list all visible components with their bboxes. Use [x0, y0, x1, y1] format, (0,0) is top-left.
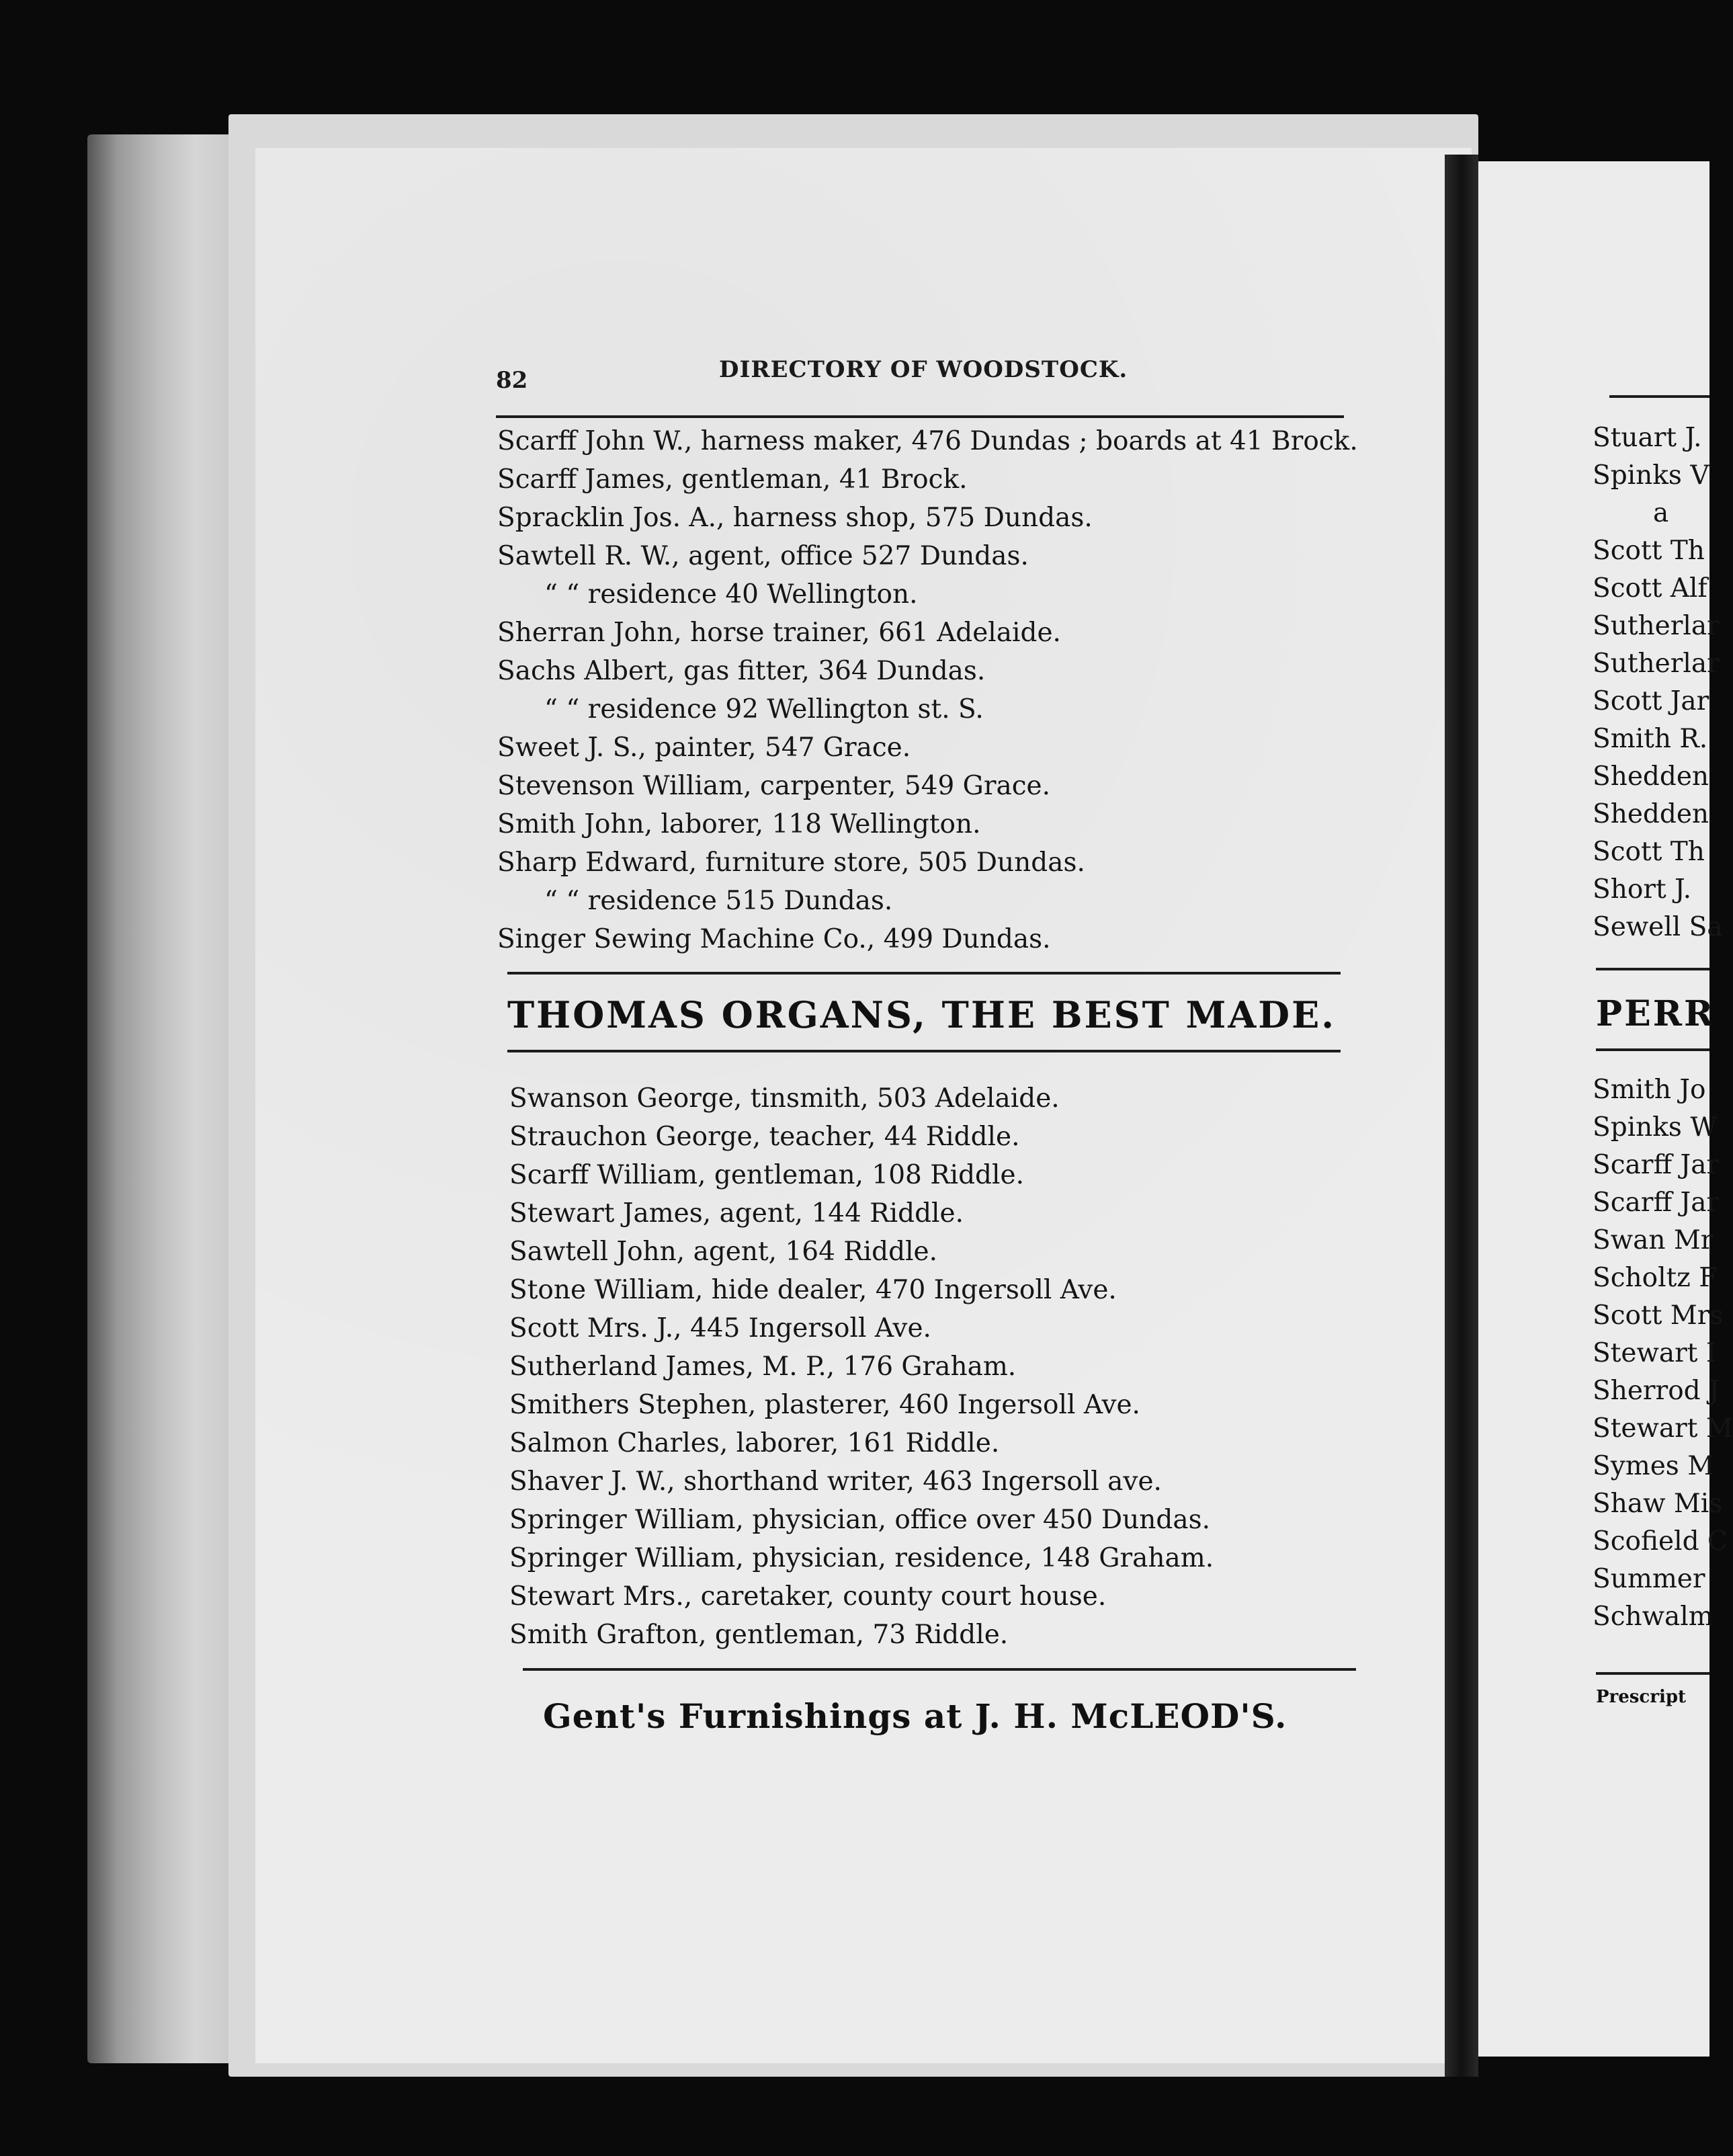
right-entry: Short J. [1593, 874, 1692, 905]
right-entry: Stuart J. [1593, 423, 1702, 453]
directory-entry: Smith Grafton, gentleman, 73 Riddle. [509, 1620, 1009, 1650]
right-entry: Scott Th [1593, 536, 1705, 566]
right-ad-rule-top [1596, 968, 1709, 970]
page-header [496, 356, 1356, 403]
right-footer-fragment: Prescript [1596, 1687, 1687, 1707]
right-entry: Smith R. [1593, 724, 1708, 754]
right-entry: Sutherlar [1593, 611, 1720, 641]
directory-entry: Sherran John, horse trainer, 661 Adelaide. [497, 618, 1061, 648]
directory-entry: Scott Mrs. J., 445 Ingersoll Ave. [509, 1313, 931, 1343]
directory-entry: Stevenson William, carpenter, 549 Grace. [497, 771, 1051, 801]
right-entry: Symes M [1593, 1451, 1715, 1481]
right-entry: Stewart M [1593, 1413, 1733, 1444]
footer-rule [523, 1668, 1356, 1671]
right-page-entries-top [1593, 419, 1723, 946]
right-entry: Scofield C [1593, 1526, 1728, 1557]
directory-entry: Strauchon George, teacher, 44 Riddle. [509, 1122, 1020, 1152]
right-entry: Summer [1593, 1564, 1705, 1594]
directory-entry: Stone William, hide dealer, 470 Ingersoll Ave. [509, 1275, 1117, 1305]
directory-entry: Sharp Edward, furniture store, 505 Dundas. [497, 847, 1085, 878]
directory-entry: “ “ residence 92 Wellington st. S. [544, 694, 984, 724]
directory-entry: Scarff William, gentleman, 108 Riddle. [509, 1160, 1024, 1190]
right-page-entries-bottom [1593, 1071, 1733, 1636]
directory-entry: Scarff John W., harness maker, 476 Dundas ; boards at 41 Brock. [497, 426, 1358, 456]
right-entry: Sutherlar [1593, 649, 1720, 679]
right-entry: Shaw Mis [1593, 1489, 1723, 1519]
right-ad-rule-bottom [1596, 1048, 1709, 1051]
directory-entry: Springer William, physician, office over 450 Dundas. [509, 1505, 1210, 1535]
directory-entry: Salmon Charles, laborer, 161 Riddle. [509, 1428, 1000, 1458]
directory-entry: Sawtell John, agent, 164 Riddle. [509, 1237, 938, 1267]
right-entry: Swan Mr [1593, 1225, 1714, 1255]
running-title: DIRECTORY OF WOODSTOCK. [719, 356, 1128, 383]
right-header-rule [1609, 395, 1709, 398]
right-entry: Sewell Sa [1593, 912, 1723, 942]
directory-entry: “ “ residence 40 Wellington. [544, 579, 918, 610]
advertisement-thomas-organs: THOMAS ORGANS, THE BEST MADE. [507, 993, 1337, 1036]
directory-entry: Smith John, laborer, 118 Wellington. [497, 809, 981, 839]
directory-entry: Spracklin Jos. A., harness shop, 575 Dundas. [497, 503, 1093, 533]
directory-entry: Sachs Albert, gas fitter, 364 Dundas. [497, 656, 986, 686]
right-entry: Scott Jar [1593, 686, 1709, 716]
directory-entry: Smithers Stephen, plasterer, 460 Ingersoll Ave. [509, 1390, 1140, 1420]
right-entry: a [1653, 498, 1669, 528]
directory-entry: Springer William, physician, residence, 148 Graham. [509, 1543, 1214, 1573]
book-left-edge [87, 134, 242, 2063]
right-entry: Sherrod J [1593, 1376, 1720, 1406]
directory-entry: Sweet J. S., painter, 547 Grace. [497, 733, 911, 763]
directory-entry: Shaver J. W., shorthand writer, 463 Ingersoll ave. [509, 1466, 1162, 1497]
right-entry: Scott Mrs [1593, 1300, 1724, 1331]
directory-entry: Singer Sewing Machine Co., 499 Dundas. [497, 924, 1051, 954]
directory-entry: Sawtell R. W., agent, office 527 Dundas. [497, 541, 1029, 571]
right-entry: Spinks W [1593, 1112, 1718, 1143]
right-entry: Scarff Jar [1593, 1188, 1720, 1218]
directory-entry: Sutherland James, M. P., 176 Graham. [509, 1352, 1017, 1382]
ad-rule-top [507, 972, 1341, 975]
right-entry: Spinks V [1593, 460, 1709, 491]
directory-entry: Scarff James, gentleman, 41 Brock. [497, 464, 968, 495]
directory-entry: “ “ residence 515 Dundas. [544, 886, 893, 916]
right-advertisement-fragment: PERR [1596, 993, 1716, 1034]
book-gutter [1445, 155, 1478, 2077]
right-entry: Shedden [1593, 761, 1709, 792]
directory-entry: Stewart Mrs., caretaker, county court house. [509, 1581, 1107, 1612]
header-rule [496, 415, 1344, 418]
right-entry: Shedden [1593, 799, 1709, 829]
directory-entries-top [497, 422, 1358, 958]
right-entry: Scott Th [1593, 837, 1705, 867]
directory-entry: Stewart James, agent, 144 Riddle. [509, 1198, 964, 1229]
right-entry: Scott Alf [1593, 573, 1707, 604]
right-entry: Stewart I [1593, 1338, 1717, 1368]
directory-entries-bottom [509, 1079, 1214, 1654]
right-entry: Schwalm [1593, 1602, 1714, 1632]
right-entry: Smith Jo [1593, 1075, 1706, 1105]
page-number: 82 [496, 367, 528, 394]
right-entry: Scholtz F [1593, 1263, 1718, 1293]
directory-entry: Swanson George, tinsmith, 503 Adelaide. [509, 1083, 1060, 1114]
right-entry: Scarff Jar [1593, 1150, 1720, 1180]
right-footer-rule [1596, 1672, 1709, 1675]
ad-rule-bottom [507, 1050, 1341, 1052]
advertisement-mcleod: Gent's Furnishings at J. H. McLEOD'S. [543, 1696, 1287, 1736]
